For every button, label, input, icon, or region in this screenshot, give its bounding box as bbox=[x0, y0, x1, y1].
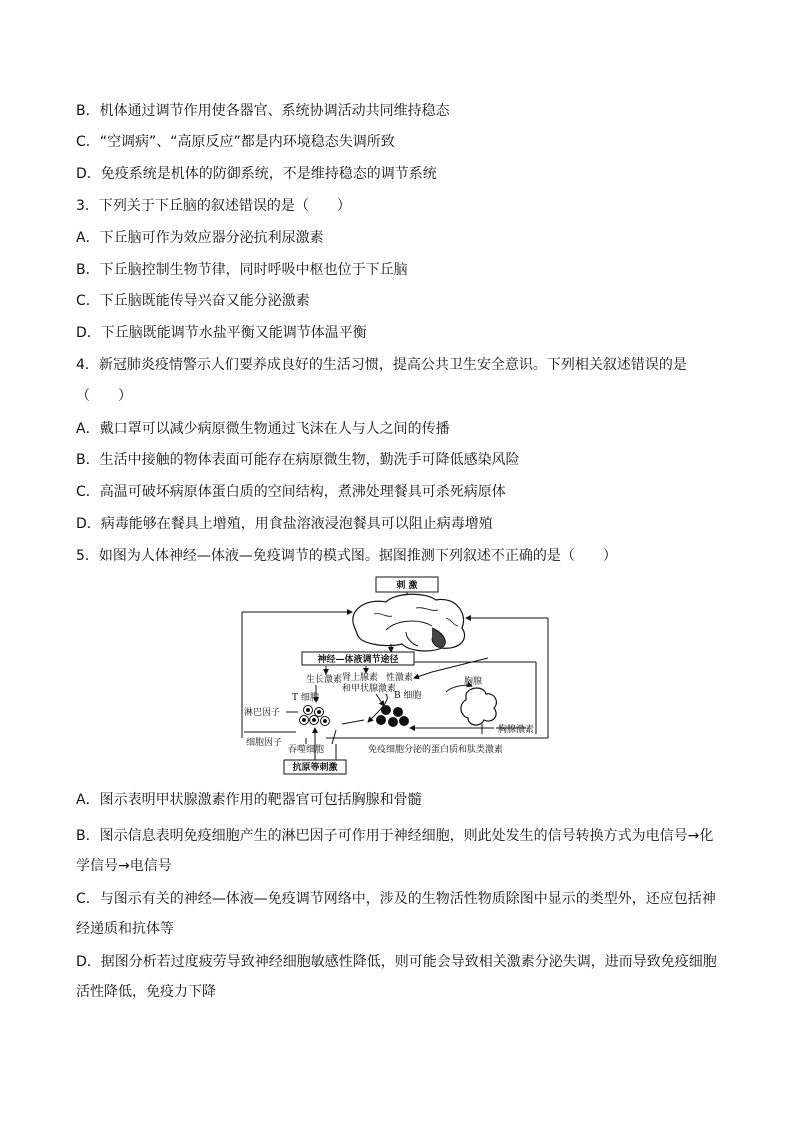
q5-option-b: B．图示信息表明免疫细胞产生的淋巴因子可作用于神经细胞，则此处发生的信号转换方式为电信号→化学信号→电信号 bbox=[76, 828, 714, 874]
q5-option-a: A．图示表明甲状腺激素作用的靶器官可包括胸腺和骨髓 bbox=[76, 792, 422, 808]
growth-hormone-label: 生长激素 bbox=[306, 675, 343, 685]
t-cell-label: T 细胞 bbox=[292, 693, 319, 703]
q4-option-d: D．病毒能够在餐具上增殖，用食盐溶液浸泡餐具可以阻止病毒增殖 bbox=[76, 516, 493, 532]
immune-secretion-label: 免疫细胞分泌的蛋白质和肽类激素 bbox=[368, 745, 504, 755]
q3-option-b: B．下丘脑控制生物节律，同时呼吸中枢也位于下丘脑 bbox=[76, 262, 408, 278]
neuro-immune-diagram bbox=[236, 574, 558, 778]
line-d1: D．免疫系统是机体的防御系统，不是维持稳态的调节系统 bbox=[76, 166, 437, 182]
b-cell-label: B 细胞 bbox=[394, 691, 422, 701]
q5-option-c: C．与图示有关的神经—体液—免疫调节网络中，涉及的生物活性物质除图中显示的类型外，还应包括神经递质和抗体等 bbox=[76, 891, 716, 937]
q3-option-a: A．下丘脑可作为效应器分泌抗利尿激素 bbox=[76, 230, 324, 246]
cytokine-label: 细胞因子 bbox=[246, 738, 283, 748]
stimulus-label: 刺 激 bbox=[396, 581, 418, 591]
antigen-label: 抗原等刺激 bbox=[292, 763, 338, 773]
question-4-bracket: （ ） bbox=[76, 388, 132, 404]
t-cell-cluster bbox=[300, 706, 330, 726]
question-3: 3．下列关于下丘脑的叙述错误的是（ ） bbox=[76, 198, 351, 214]
q3-option-c: C．下丘脑既能传导兴奋又能分泌激素 bbox=[76, 293, 310, 309]
line-c1: C．“空调病”、“高原反应”都是内环境稳态失调所致 bbox=[76, 134, 395, 150]
q4-option-c: C．高温可破坏病原体蛋白质的空间结构，煮沸处理餐具可杀死病原体 bbox=[76, 484, 506, 500]
question-4: 4．新冠肺炎疫情警示人们要养成良好的生活习惯，提高公共卫生安全意识。下列相关叙述错误的是 bbox=[76, 357, 687, 373]
thymosin-label: 胸腺激素 bbox=[498, 725, 535, 735]
q4-option-a: A．戴口罩可以减少病原微生物通过飞沫在人与人之间的传播 bbox=[76, 421, 450, 437]
brain-icon bbox=[353, 594, 465, 651]
adrenal-label: 肾上腺素 bbox=[342, 673, 379, 683]
thyroid-label: 和甲状腺激素 bbox=[342, 684, 397, 694]
q4-option-b: B．生活中接触的物体表面可能存在病原微生物，勤洗手可降低感染风险 bbox=[76, 452, 520, 468]
pathway-label: 神经—体液调节途径 bbox=[317, 655, 399, 665]
question-5: 5．如图为人体神经—体液—免疫调节的模式图。据图推测下列叙述不正确的是（ ） bbox=[76, 548, 617, 564]
thymus-icon bbox=[461, 688, 497, 725]
q3-option-d: D．下丘脑既能调节水盐平衡又能调节体温平衡 bbox=[76, 325, 367, 341]
lymphokine-label: 淋巴因子 bbox=[244, 708, 281, 718]
sex-hormone-label: 性激素 bbox=[386, 673, 414, 683]
thymus-label: 胸腺 bbox=[464, 677, 483, 687]
phagocyte-label: 吞噬细胞 bbox=[288, 745, 325, 755]
q5-option-d: D．据图分析若过度疲劳导致神经细胞敏感性降低，则可能会导致相关激素分泌失调，进而导致免疫细胞活性降低，免疫力下降 bbox=[76, 954, 717, 1000]
line-b1: B．机体通过调节作用使各器官、系统协调活动共同维持稳态 bbox=[76, 103, 450, 119]
